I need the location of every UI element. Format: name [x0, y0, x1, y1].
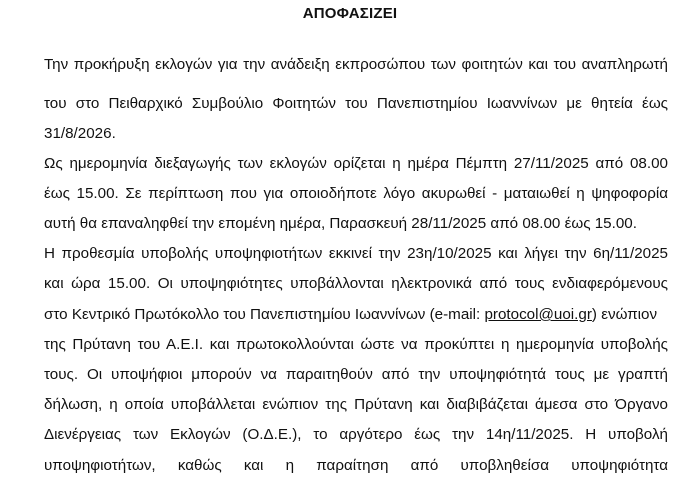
paragraph-line-4: Ως ημερομηνία διεξαγωγής των εκλογών ορίζεται η ημέρα Πέμπτη 27/11/2025 από 08.00 — [44, 155, 668, 172]
paragraph-line-9-text: στο Κεντρικό Πρωτόκολλο του Πανεπιστημίου Ιωαννίνων (e-mail: — [44, 306, 485, 323]
paragraph-line-2: του στο Πειθαρχικό Συμβούλιο Φοιτητών του Πανεπιστημίου Ιωαννίνων με θητεία έως — [44, 95, 668, 112]
paragraph-line-14: υποψηφιοτήτων, καθώς και η παραίτηση από υποβληθείσα υποψηφιότητα — [44, 457, 668, 474]
paragraph-line-6: αυτή θα επαναληφθεί την επομένη ημέρα, Παρασκευή 28/11/2025 από 08.00 έως 15.00. — [44, 215, 637, 232]
paragraph-line-10: της Πρύτανη του Α.Ε.Ι. και πρωτοκολλούνται ώστε να προκύπτει η ημερομηνία υποβολής — [44, 336, 668, 353]
paragraph-line-1: Την προκήρυξη εκλογών για την ανάδειξη εκπροσώπου των φοιτητών και του αναπληρωτή — [44, 56, 668, 73]
paragraph-line-5: έως 15.00. Σε περίπτωση που για οποιοδήποτε λόγο ακυρωθεί - ματαιωθεί η ψηφοφορία — [44, 185, 668, 202]
paragraph-line-7: Η προθεσμία υποβολής υποψηφιοτήτων εκκινεί την 23η/10/2025 και λήγει την 6η/11/2025 — [44, 245, 668, 262]
paragraph-line-9 — [44, 305, 668, 325]
protocol-email-link[interactable]: protocol@uoi.gr — [484, 306, 592, 323]
paragraph-line-9-suffix: ) ενώπιον — [591, 306, 658, 323]
document-heading: ΑΠΟΦΑΣΙΖΕΙ — [302, 5, 398, 22]
paragraph-line-3: 31/8/2026. — [44, 125, 116, 142]
paragraph-line-11: τους. Οι υποψήφιοι μπορούν να παραιτηθούν από την υποψηφιότητά τους με γραπτή — [44, 366, 668, 383]
paragraph-line-13: Διενέργειας των Εκλογών (Ο.Δ.Ε.), το αργότερο έως την 14η/11/2025. Η υποβολή — [44, 426, 668, 443]
paragraph-line-12: δήλωση, η οποία υποβάλλεται ενώπιον της Πρύτανη και διαβιβάζεται άμεσα στο Όργανο — [44, 396, 668, 413]
paragraph-line-8: και ώρα 15.00. Οι υποψηφιότητες υποβάλλονται ηλεκτρονικά από τους ενδιαφερόμενους — [44, 275, 668, 292]
